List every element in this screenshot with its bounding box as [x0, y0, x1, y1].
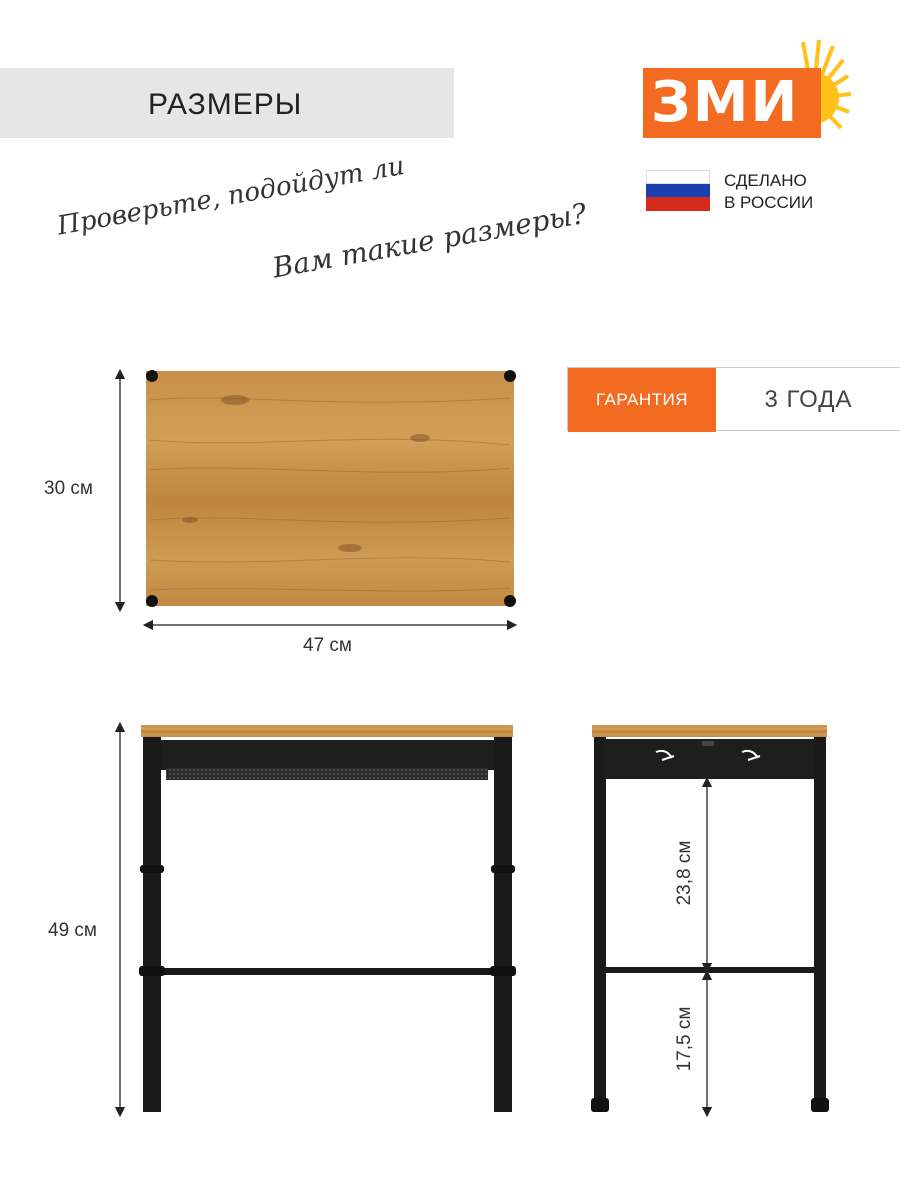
height-label: 49 см [48, 920, 97, 941]
made-in-line2: В РОССИИ [724, 193, 814, 212]
top-depth-label: 30 см [44, 478, 93, 499]
guarantee-label: ГАРАНТИЯ [568, 368, 716, 432]
top-width-label: 47 см [303, 635, 352, 656]
page-title: РАЗМЕРЫ [148, 88, 303, 121]
tagline-line1: Проверьте, подойдут ли [55, 150, 407, 242]
top-view [146, 370, 516, 607]
front-view [139, 725, 516, 1112]
guarantee-value: 3 ГОДА [764, 386, 853, 413]
made-in-line1: СДЕЛАНО [724, 171, 807, 190]
upper-gap-label: 23,8 см [674, 840, 695, 906]
side-view [591, 725, 829, 1112]
tagline-line2: Вам такие размеры? [270, 196, 590, 285]
logo-text: ЗМИ [651, 70, 800, 135]
lower-gap-label: 17,5 см [674, 1006, 695, 1072]
